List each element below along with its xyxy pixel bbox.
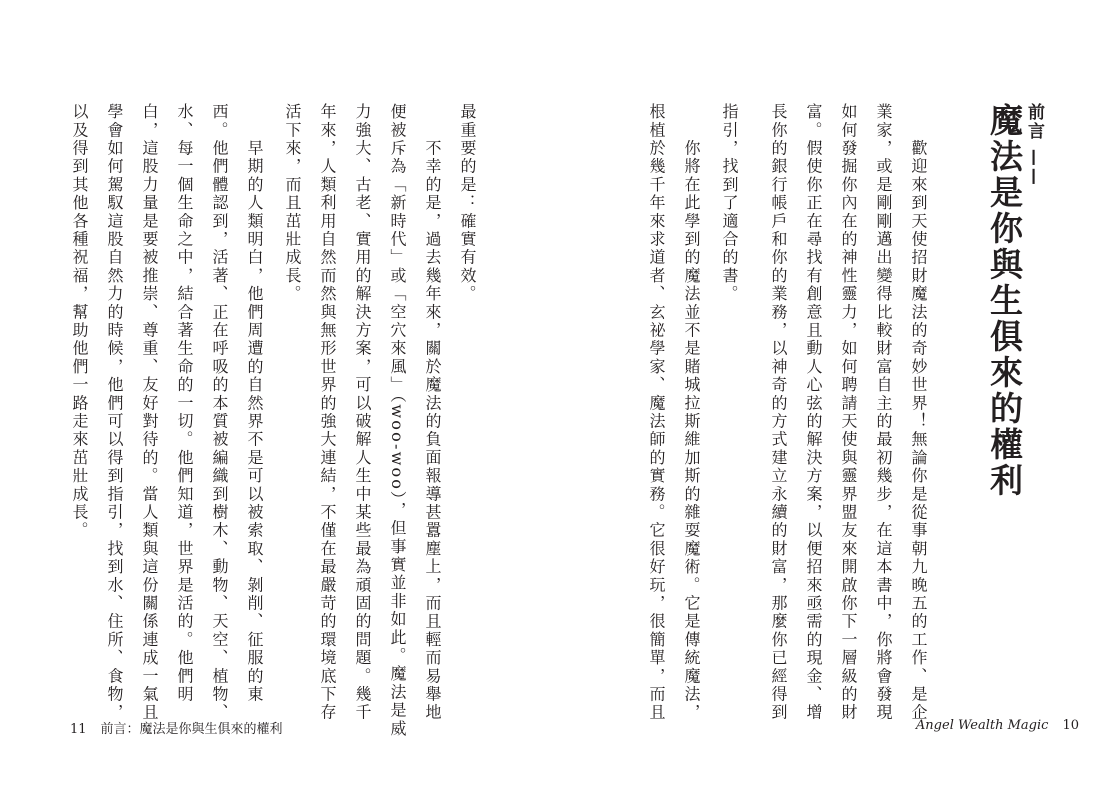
right-page-column: 長你的銀行帳戶和你的業務，以神奇的方式建立永續的財富，那麼你已經得到 [769, 103, 788, 722]
left-page-number: 11 [70, 722, 87, 737]
left-page-column: 不幸的是，過去幾年來，關於魔法的負面報導甚囂塵上，而且輕而易舉地 [423, 103, 442, 722]
right-page-column: 指引，找到了適合的書。 [720, 103, 739, 304]
left-page-column: 便被斥為「新時代」或「空穴來風」（woo-woo），但事實並非如此。魔法是威 [388, 103, 407, 738]
right-page-column: 你將在此學到的魔法並不是賭城拉斯維加斯的雜耍魔術。它是傳統魔法， [682, 103, 701, 722]
left-page-column: 西。他們體認到，活著、正在呼吸的本質被編織到樹木、動物、天空、植物、 [210, 103, 229, 722]
chapter-label: 前言 —— [1024, 103, 1044, 187]
right-page-column: 業家，或是剛剛邁出變得比較財富自主的最初幾步，在這本書中，你將會發現 [874, 103, 893, 722]
right-page-column: 根植於幾千年來求道者、玄祕學家、魔法師的實務。它很好玩，很簡單，而且 [647, 103, 666, 722]
right-page-number: 10 [1062, 718, 1079, 733]
left-page-column: 活下來，而且茁壯成長。 [283, 103, 302, 304]
left-page-column: 年來，人類利用自然而然與無形世界的強大連結，不僅在最嚴苛的環境底下存 [318, 103, 337, 722]
left-page-footer [70, 718, 283, 737]
right-page-column: 富。假使你正在尋找有創意且動人心弦的解決方案，以便招來亟需的現金、增 [804, 103, 823, 722]
right-running-title: Angel Wealth Magic [915, 718, 1049, 733]
left-page-column: 白，這股力量是要被推崇、尊重、友好對待的。當人類與這份關係連成一氣且 [140, 103, 159, 722]
left-page-column: 水、每一個生命之中，結合著生命的一切。他們知道，世界是活的。他們明 [175, 103, 194, 704]
chapter-title: 魔法是你與生俱來的權利 [985, 103, 1024, 499]
right-page-column: 如何發掘你內在的神性靈力，如何聘請天使與靈界盟友來開啟你下一層級的財 [839, 103, 858, 722]
left-page-column: 力強大、古老、實用的解決方案，可以破解人生中某些最為頑固的問題。幾千 [353, 103, 372, 722]
left-page-column: 以及得到其他各種祝福，幫助他們一路走來茁壯成長。 [70, 103, 89, 540]
left-page-column: 早期的人類明白，他們周遭的自然界不是可以被索取、剝削、征服的東 [245, 103, 264, 704]
right-page-footer [916, 718, 1079, 733]
left-page-column: 學會如何駕馭這股自然力的時候，他們可以得到指引，找到水、住所、食物， [105, 103, 124, 722]
left-page-column: 最重要的是：確實有效。 [458, 103, 477, 304]
right-page-column: 歡迎來到天使招財魔法的奇妙世界！無論你是從事朝九晚五的工作、是企 [909, 103, 928, 722]
left-running-title: 前言：魔法是你與生俱來的權利 [100, 722, 283, 737]
